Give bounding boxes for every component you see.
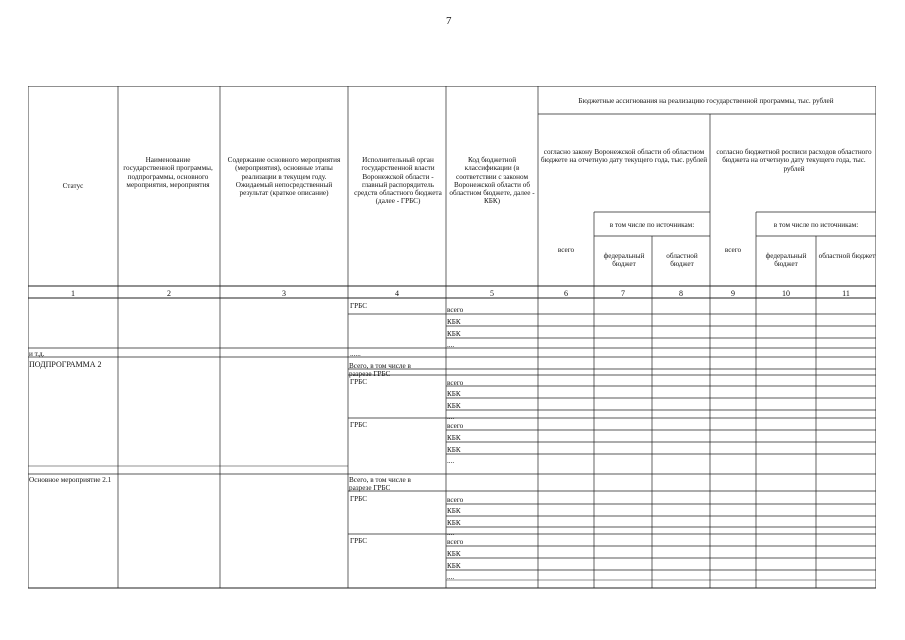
- col-num-1: 1: [71, 289, 75, 298]
- col-num-2: 2: [167, 289, 171, 298]
- kbk-label: КБК: [447, 562, 461, 570]
- dots-label: ....: [447, 573, 455, 581]
- main-event-title: Основное мероприятие 2.1: [29, 476, 112, 484]
- header-federal-schedule: федеральный бюджет: [765, 252, 807, 269]
- kbk-total-label: всего: [447, 306, 464, 314]
- header-by-sources-law: в том числе по источникам:: [609, 221, 695, 229]
- header-total-law: всего: [557, 246, 575, 254]
- dots-label: ....: [447, 529, 455, 537]
- total-by-grbs-label: Всего, в том числе в разрезе ГРБС: [349, 362, 411, 379]
- kbk-label: КБК: [447, 446, 461, 454]
- header-content: Содержание основного мероприятия (мероприятия), основные этапы реализации в текущем году. Ожидаемый непосредственный результат (краткое описание): [227, 156, 341, 198]
- header-status: Статус: [62, 182, 84, 190]
- kbk-label: КБК: [447, 434, 461, 442]
- col-num-4: 4: [395, 289, 399, 298]
- header-name: Наименование государственной программы, подпрограммы, основного мероприятия, мероприятия: [123, 156, 213, 189]
- kbk-label: КБК: [447, 390, 461, 398]
- budget-table: [28, 86, 876, 590]
- kbk-total-label: всего: [447, 496, 464, 504]
- kbk-label: КБК: [447, 402, 461, 410]
- header-federal-law: федеральный бюджет: [603, 252, 645, 269]
- col-num-10: 10: [782, 289, 790, 298]
- header-regional-schedule: областной бюджет: [818, 252, 876, 260]
- dots-label: ....: [447, 341, 455, 349]
- dots-label: ....: [447, 413, 455, 421]
- page-number: 7: [446, 15, 452, 27]
- col-num-6: 6: [564, 289, 568, 298]
- total-by-grbs-label: Всего, в том числе в разрезе ГРБС: [349, 476, 411, 493]
- dots-label: ....: [447, 457, 455, 465]
- header-budget-title: Бюджетные ассигнования на реализацию государственной программы, тыс. рублей: [578, 97, 834, 105]
- kbk-label: КБК: [447, 318, 461, 326]
- kbk-total-label: всего: [447, 422, 464, 430]
- header-by-sources-schedule: в том числе по источникам:: [773, 221, 859, 229]
- subprogram-2-title: ПОДПРОГРАММА 2: [29, 360, 102, 369]
- grbs-label: ГРБС: [350, 378, 368, 386]
- grbs-label: ГРБС: [350, 537, 368, 545]
- col-num-3: 3: [282, 289, 286, 298]
- col-num-11: 11: [842, 289, 850, 298]
- kbk-label: КБК: [447, 330, 461, 338]
- col-num-5: 5: [490, 289, 494, 298]
- dots-label: ......: [350, 350, 361, 358]
- header-kbk: Код бюджетной классификации (в соответствии с законом Воронежской области об областном бюджете, далее - КБК): [449, 156, 535, 206]
- header-regional-law: областной бюджет: [666, 252, 698, 269]
- grbs-label: ГРБС: [350, 302, 368, 310]
- grbs-label: ГРБС: [350, 421, 368, 429]
- header-grbs: Исполнительный орган государственной власти Воронежской области - главный распорядитель средств областного бюджета (далее - ГРБС): [354, 156, 442, 206]
- kbk-label: КБК: [447, 519, 461, 527]
- col-num-9: 9: [731, 289, 735, 298]
- header-law-title: согласно закону Воронежской области об областном бюджете на отчетную дату текущего года, тыс. рублей: [540, 148, 708, 165]
- header-total-schedule: всего: [724, 246, 742, 254]
- etc-label: и т.д.: [29, 350, 45, 358]
- kbk-label: КБК: [447, 550, 461, 558]
- col-num-7: 7: [621, 289, 625, 298]
- grbs-label: ГРБС: [350, 495, 368, 503]
- col-num-8: 8: [679, 289, 683, 298]
- kbk-total-label: всего: [447, 379, 464, 387]
- kbk-label: КБК: [447, 507, 461, 515]
- header-schedule-title: согласно бюджетной росписи расходов областного бюджета на отчетную дату текущего года, тыс. рублей: [716, 148, 872, 173]
- kbk-total-label: всего: [447, 538, 464, 546]
